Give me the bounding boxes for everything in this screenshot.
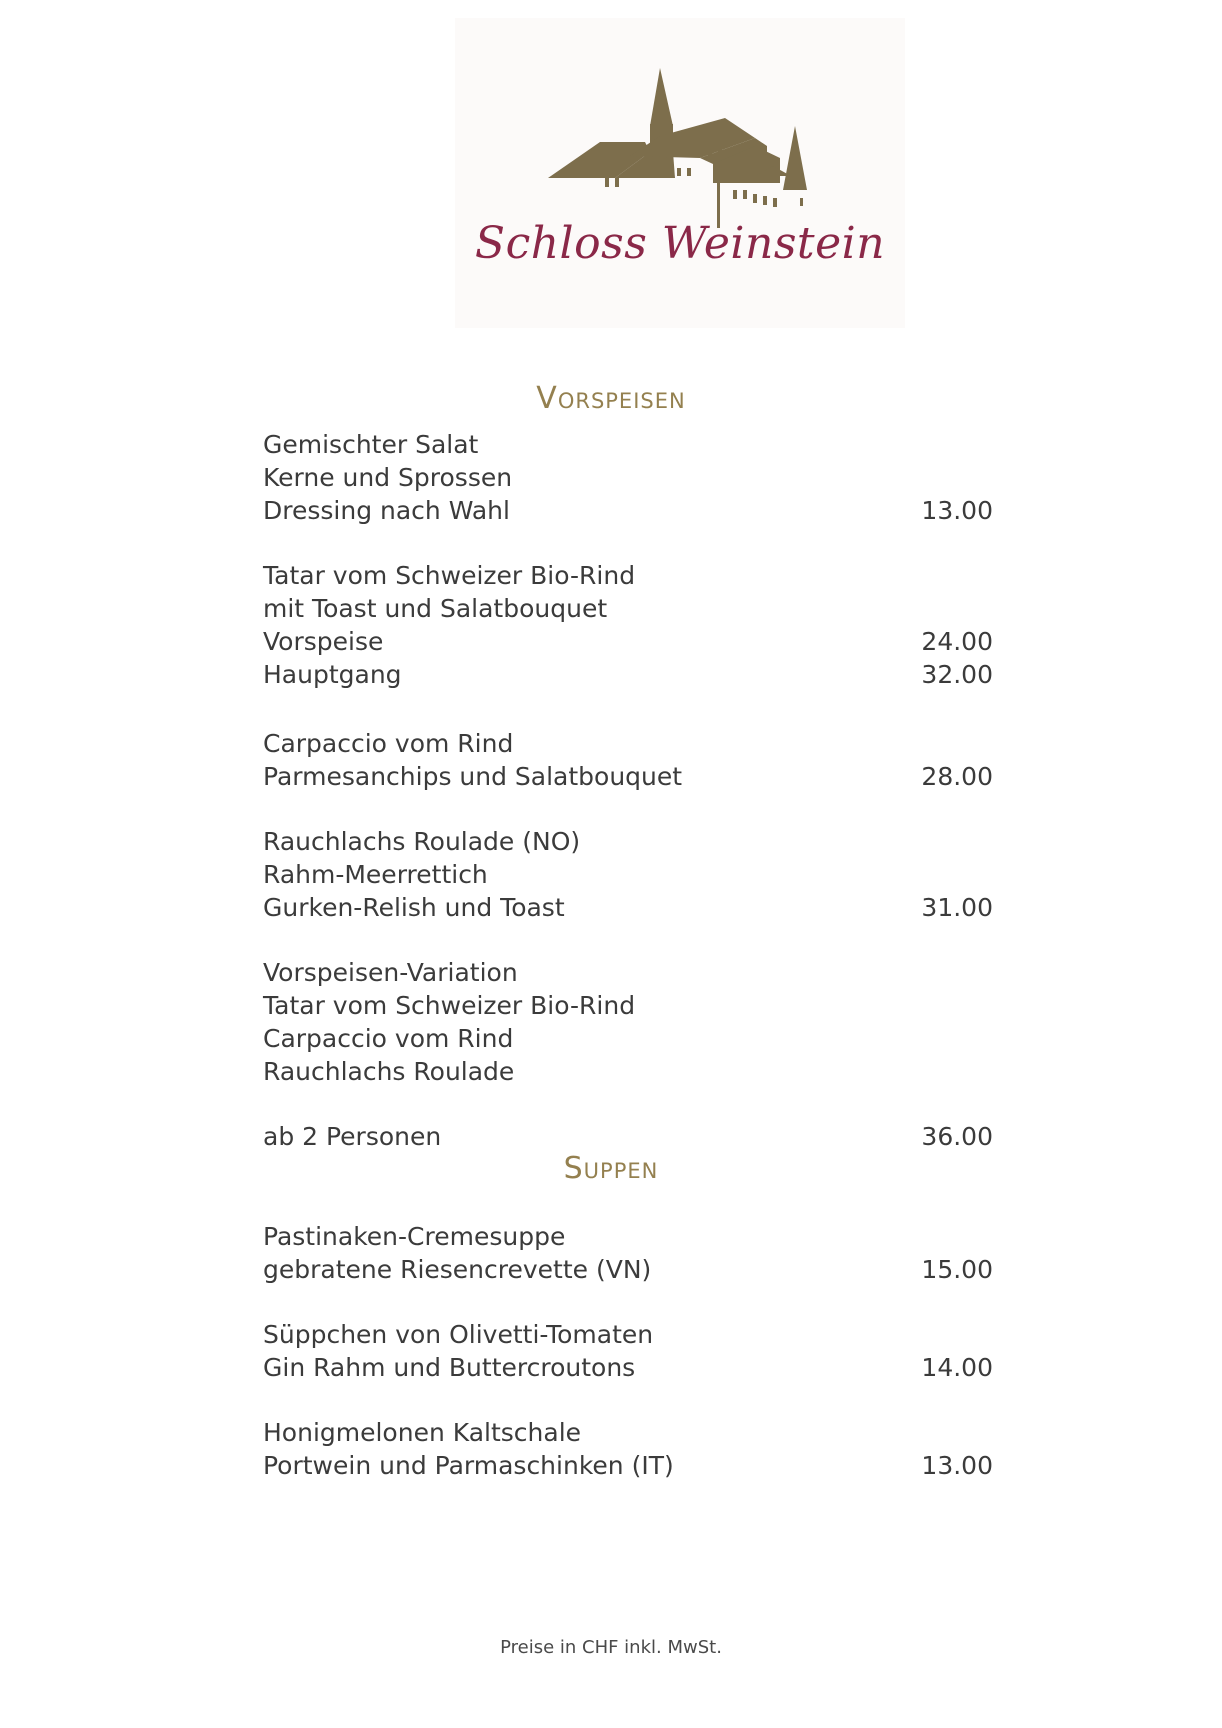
- menu-line: [263, 760, 993, 793]
- menu-line: [263, 1449, 993, 1482]
- menu-line: [263, 658, 993, 691]
- menu-line: [263, 825, 993, 858]
- menu-line: [263, 461, 993, 494]
- menu-item-text: Vorspeisen-Variation: [263, 958, 518, 987]
- menu-item-text: Carpaccio vom Rind: [263, 729, 514, 758]
- menu-item-text: Dressing nach Wahl: [263, 496, 510, 525]
- menu-item-text: ab 2 Personen: [263, 1122, 442, 1151]
- castle-icon: [455, 18, 905, 228]
- menu-item-price: 31.00: [921, 893, 993, 922]
- menu-line: [263, 625, 993, 658]
- menu-item-text: Parmesanchips und Salatbouquet: [263, 762, 683, 791]
- menu-item-price: 24.00: [921, 627, 993, 656]
- menu-item-text: Rauchlachs Roulade (NO): [263, 827, 581, 856]
- menu-item-text: Vorspeise: [263, 627, 384, 656]
- menu-item-text: Portwein und Parmaschinken (IT): [263, 1451, 674, 1480]
- menu-item-text: Tatar vom Schweizer Bio-Rind: [263, 561, 636, 590]
- menu-item-price: 36.00: [921, 1122, 993, 1151]
- menu-item-text: Hauptgang: [263, 660, 402, 689]
- menu-item-text: gebratene Riesencrevette (VN): [263, 1255, 652, 1284]
- menu-line: [263, 858, 993, 891]
- menu-item-text: Rauchlachs Roulade: [263, 1057, 515, 1086]
- section-title-suppen: Suppen: [563, 1151, 659, 1186]
- menu-line: [263, 592, 993, 625]
- section-title-vorspeisen: Vorspeisen: [536, 381, 686, 416]
- menu-item-text: Honigmelonen Kaltschale: [263, 1418, 582, 1447]
- menu-line: [263, 1055, 993, 1088]
- menu-item-text: Tatar vom Schweizer Bio-Rind: [263, 991, 636, 1020]
- menu-line: [263, 1318, 993, 1351]
- menu-line: [263, 891, 993, 924]
- menu-line: [263, 559, 993, 592]
- menu-line: [263, 1220, 993, 1253]
- menu-item-text: Rahm-Meerrettich: [263, 860, 488, 889]
- menu-item-price: 15.00: [921, 1255, 993, 1284]
- menu-item-text: Gurken-Relish und Toast: [263, 893, 565, 922]
- menu-line: [263, 1416, 993, 1449]
- menu-line: [263, 428, 993, 461]
- menu-line: [263, 989, 993, 1022]
- logo: [455, 18, 905, 328]
- menu-line: [263, 1120, 993, 1153]
- menu-line: [263, 1253, 993, 1286]
- menu-line: [263, 1022, 993, 1055]
- brand-name: Schloss Weinstein: [474, 218, 886, 269]
- menu-line: [263, 956, 993, 989]
- menu-item-price: 14.00: [921, 1353, 993, 1382]
- price-note: Preise in CHF inkl. MwSt.: [500, 1637, 722, 1658]
- menu-item-price: 13.00: [921, 496, 993, 525]
- menu-item-price: 28.00: [921, 762, 993, 791]
- menu-line: [263, 727, 993, 760]
- menu-item-text: Carpaccio vom Rind: [263, 1024, 514, 1053]
- menu-line: [263, 494, 993, 527]
- menu-item-text: Kerne und Sprossen: [263, 463, 513, 492]
- menu-item-text: Gemischter Salat: [263, 430, 479, 459]
- menu-line: [263, 1351, 993, 1384]
- menu-item-text: Pastinaken-Cremesuppe: [263, 1222, 566, 1251]
- menu-item-text: mit Toast und Salatbouquet: [263, 594, 608, 623]
- menu-item-text: Gin Rahm und Buttercroutons: [263, 1353, 636, 1382]
- menu-item-price: 13.00: [921, 1451, 993, 1480]
- menu-item-price: 32.00: [921, 660, 993, 689]
- menu-item-text: Süppchen von Olivetti-Tomaten: [263, 1320, 654, 1349]
